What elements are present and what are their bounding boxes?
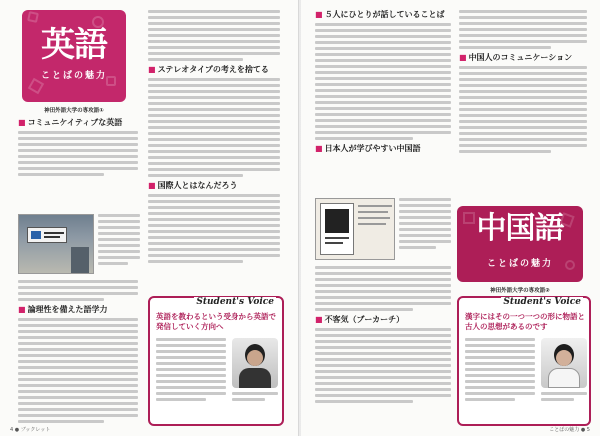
page-title-sub: ことばの魅力 xyxy=(40,71,107,81)
right-page-right-column xyxy=(459,10,587,156)
student-voice-header-right: Student's Voice xyxy=(503,297,581,307)
bullet-square-icon: ■ xyxy=(18,118,26,127)
chinese-text-book-image xyxy=(315,198,395,260)
student-voice-title: 英語を教わるという受身から英語で発信していく方向へ xyxy=(156,312,276,331)
left-column-lower xyxy=(18,280,138,426)
student-name xyxy=(232,392,278,404)
series-label-right: 神田外語大学の専攻語② xyxy=(490,288,550,294)
section-body-2 xyxy=(18,318,138,423)
section-body-8 xyxy=(459,66,587,153)
student-photo-right xyxy=(541,338,587,388)
section-heading-8: ■ 中国人のコミュニケーション xyxy=(459,53,573,62)
series-label: 神田外語大学の専攻語① xyxy=(44,108,104,114)
bullet-square-icon: ■ xyxy=(18,305,26,314)
section-heading-4: ■ 国際人とはなんだろう xyxy=(148,181,238,190)
bullet-square-icon: ■ xyxy=(148,65,156,74)
student-voice-body xyxy=(156,338,226,404)
page-title-main-right: 中国語 xyxy=(476,211,564,246)
section-body-7 xyxy=(315,328,451,403)
title-block-english xyxy=(22,10,126,102)
left-column xyxy=(18,118,138,179)
section-body-4 xyxy=(148,194,280,263)
section-heading-2: ■ 論理性を備えた語学力 xyxy=(18,305,108,314)
student-voice-box-right xyxy=(457,296,591,426)
student-voice-title-right: 漢字にはその一つ一つの形に物語と古人の思想があるのです xyxy=(465,312,585,331)
footer-left: 4 ● ブックレット xyxy=(10,427,51,433)
student-voice-header: Student's Voice xyxy=(196,297,274,307)
station-sign-photo xyxy=(18,214,94,274)
left-page-right-column xyxy=(148,10,280,266)
left-page xyxy=(0,0,299,436)
right-page xyxy=(301,0,600,436)
section-heading-7: ■ 不客気（ブーカーチ） xyxy=(315,315,405,324)
section-heading-3: ■ ステレオタイプの考えを捨てる xyxy=(148,65,269,74)
bullet-square-icon: ■ xyxy=(148,181,156,190)
section-body-5 xyxy=(315,23,451,140)
section-body-3 xyxy=(148,78,280,177)
image-side-text xyxy=(399,198,451,252)
bullet-square-icon: ■ xyxy=(315,10,323,19)
page-title-sub-right: ことばの魅力 xyxy=(486,259,553,269)
right-page-left-column-lower xyxy=(315,266,451,406)
footer-right: ことばの魅力 ● 5 xyxy=(549,427,590,433)
bullet-square-icon: ■ xyxy=(315,315,323,324)
bullet-square-icon: ■ xyxy=(459,53,467,62)
student-voice-box xyxy=(148,296,284,426)
section-heading-1: ■ コミュニケイティブな英語 xyxy=(18,118,123,127)
section-heading-5: ■ ５人にひとりが話していることば xyxy=(315,10,445,19)
section-body-1 xyxy=(18,131,138,176)
bullet-square-icon: ■ xyxy=(315,144,323,153)
intro-body xyxy=(148,10,280,61)
section-heading-6: ■ 日本人が学びやすい中国語 xyxy=(315,144,421,153)
right-page-left-column xyxy=(315,10,451,157)
photo-side-text xyxy=(98,214,140,268)
title-block-chinese xyxy=(457,206,583,282)
page-title-main: 英語 xyxy=(41,25,107,65)
student-voice-body-right xyxy=(465,338,535,404)
student-photo xyxy=(232,338,278,388)
student-name-right xyxy=(541,392,587,404)
